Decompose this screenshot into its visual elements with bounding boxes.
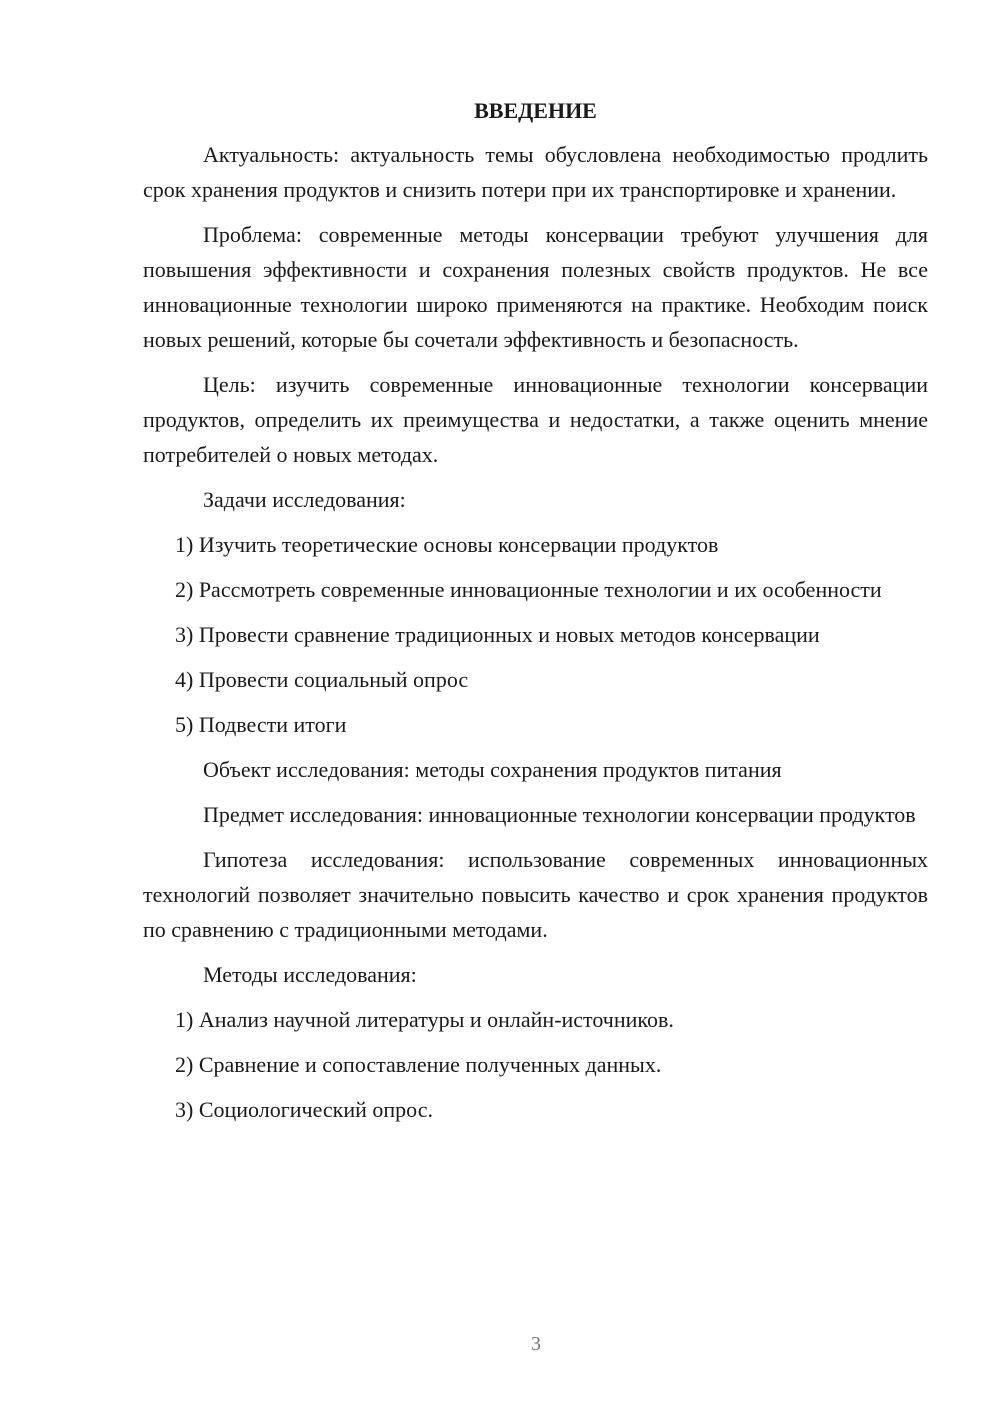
task-item-3: 3) Провести сравнение традиционных и новых методов консервации: [175, 622, 820, 647]
method-item-2: 2) Сравнение и сопоставление полученных данных.: [175, 1052, 662, 1077]
page-number: 3: [531, 1333, 541, 1355]
task-item-1: 1) Изучить теоретические основы консервации продуктов: [175, 532, 719, 557]
task-item-4: 4) Провести социальный опрос: [175, 667, 469, 692]
subject-paragraph: Предмет исследования: инновационные технологии консервации продуктов: [203, 802, 916, 827]
tasks-title: Задачи исследования:: [203, 487, 406, 512]
object-paragraph: Объект исследования: методы сохранения продуктов питания: [203, 757, 782, 782]
document-body: [143, 96, 928, 1137]
problem-paragraph: Проблема: современные методы консервации требуют улучшения для повышения эффективности и сохранения полезных свойств продуктов. Не все инновационные технологии широко применяются на практике. Необходим поиск новых решений, которые бы сочетали эффективность и безопасность.: [143, 222, 928, 352]
methods-title: Методы исследования:: [203, 962, 417, 987]
hypothesis-paragraph: Гипотеза исследования: использование современных инновационных технологий позволяет значительно повысить качество и срок хранения продуктов по сравнению с традиционными методами.: [143, 847, 928, 942]
relevance-paragraph: Актуальность: актуальность темы обусловлена необходимостью продлить срок хранения продуктов и снизить потери при их транспортировке и хранении.: [143, 142, 928, 202]
section-heading: ВВЕДЕНИЕ: [474, 98, 597, 123]
method-item-1: 1) Анализ научной литературы и онлайн-источников.: [175, 1007, 674, 1032]
task-item-2: 2) Рассмотреть современные инновационные технологии и их особенности: [175, 577, 882, 602]
goal-paragraph: Цель: изучить современные инновационные технологии консервации продуктов, определить их преимущества и недостатки, а также оценить мнение потребителей о новых методах.: [143, 372, 928, 467]
task-item-5: 5) Подвести итоги: [175, 712, 347, 737]
method-item-3: 3) Социологический опрос.: [175, 1097, 433, 1122]
